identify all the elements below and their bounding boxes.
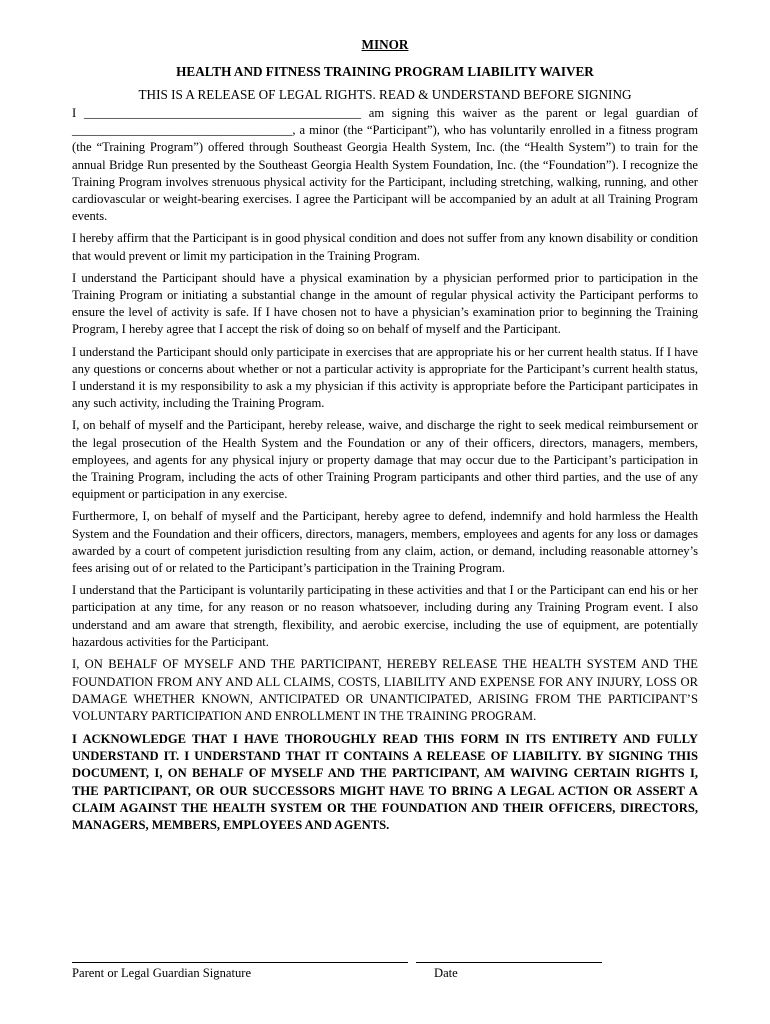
signature-label: Parent or Legal Guardian Signature <box>72 966 252 980</box>
paragraph-release-waiver: I, on behalf of myself and the Participant, hereby release, waive, and discharge the right to seek medical reimbursement or the legal prosecution of the Health System and the Foundation or any of their officers, directors, managers, members, employees, and agents for any physical injury or property damage that may occur due to the Participant’s participation in the Training Program, including the acts of other Training Program participants and other third parties, and the use of any equipment or participation in any exercise. <box>72 418 698 502</box>
paragraph-affirmation: I hereby affirm that the Participant is in good physical condition and does not suffer from any known disability or condition that would prevent or limit my participation in the Training Program. <box>72 231 698 263</box>
paragraph-health-status: I understand the Participant should only participate in exercises that are appropriate his or her current health status. If I have any questions or concerns about whether or not a particular activity is appropriate for the Participant’s current health status, I understand it is my responsibility to ask a my physician if this activity is appropriate before the Participant participates in any such activity, including the Training Program. <box>72 344 698 411</box>
waiver-document <box>72 36 698 835</box>
document-subtitle: HEALTH AND FITNESS TRAINING PROGRAM LIABILITY WAIVER <box>176 64 594 79</box>
date-line[interactable] <box>416 962 602 963</box>
date-label: Date <box>434 966 458 980</box>
signature-block <box>72 956 698 996</box>
paragraph-release-caps: I, ON BEHALF OF MYSELF AND THE PARTICIPANT, HEREBY RELEASE THE HEALTH SYSTEM AND THE FOUNDATION FROM ANY AND ALL CLAIMS, COSTS, LIABILITY AND EXPENSE FOR ANY INJURY, LOSS OR DAMAGE WHETHER KNOWN, ANTICIPATED OR UNANTICIPATED, ARISING FROM THE PARTICIPANT’S VOLUNTARY PARTICIPATION AND ENROLLMENT IN THE TRAINING PROGRAM. <box>72 657 698 724</box>
paragraph-indemnify: Furthermore, I, on behalf of myself and the Participant, hereby agree to defend, indemnify and hold harmless the Health System and the Foundation and their officers, directors, managers, members, employees and agents for any loss or damages awarded by a court of competent jurisdiction resulting from any claim, action, or demand, including reasonable attorney’s fees arising out of or related to the Participant’s participation in the Training Program. <box>72 509 698 576</box>
signature-line[interactable] <box>72 962 408 963</box>
release-notice: THIS IS A RELEASE OF LEGAL RIGHTS. READ & UNDERSTAND BEFORE SIGNING <box>138 87 632 102</box>
paragraph-physical-exam: I understand the Participant should have a physical examination by a physician performed prior to participation in the Training Program or initiating a substantial change in the amount of regular physical activity the Participant performs to ensure the level of activity is safe. If I have chosen not to have a physician’s examination prior to beginning the Training Program, I hereby agree that I accept the risk of doing so on behalf of myself and the Participant. <box>72 270 698 337</box>
document-heading: MINOR <box>361 37 409 52</box>
paragraph-voluntary: I understand that the Participant is voluntarily participating in these activities and that I or the Participant can end his or her participation at any time, for any reason or no reason whatsoever, including during any Training Program event. I also understand and am aware that strength, flexibility, and aerobic exercise, including the use of equipment, are potentially hazardous activities for the Participant. <box>72 583 698 649</box>
paragraph-acknowledgement: I ACKNOWLEDGE THAT I HAVE THOROUGHLY READ THIS FORM IN ITS ENTIRETY AND FULLY UNDERSTAND IT. I UNDERSTAND THAT IT CONTAINS A RELEASE OF LIABILITY. BY SIGNING THIS DOCUMENT, I, ON BEHALF OF MYSELF AND THE PARTICIPANT, AM WAIVING CERTAIN RIGHTS I, THE PARTICIPANT, OR OUR SUCCESSORS MIGHT HAVE TO BRING A LEGAL ACTION OR ASSERT A CLAIM AGAINST THE HEALTH SYSTEM OR THE FOUNDATION AND THEIR OFFICERS, DIRECTORS, MANAGERS, MEMBERS, EMPLOYEES AND AGENTS. <box>72 731 698 833</box>
paragraph-intro: I ____________________________________________ am signing this waiver as the parent or legal guardian of ___________________________________, a minor (the “Participant”), who has voluntarily enrolled in a fitness program (the “Training Program”) offered through Southeast Georgia Health System, Inc. (the “Health System”) to train for the annual Bridge Run presented by the Southeast Georgia Health System Foundation, Inc. (the “Foundation”). I recognize the Training Program involves strenuous physical activity for the Participant, including stretching, walking, running, and other cardiovascular or weight-bearing exercises. I agree the Participant will be accompanied by an adult at all Training Program events. <box>72 106 698 224</box>
